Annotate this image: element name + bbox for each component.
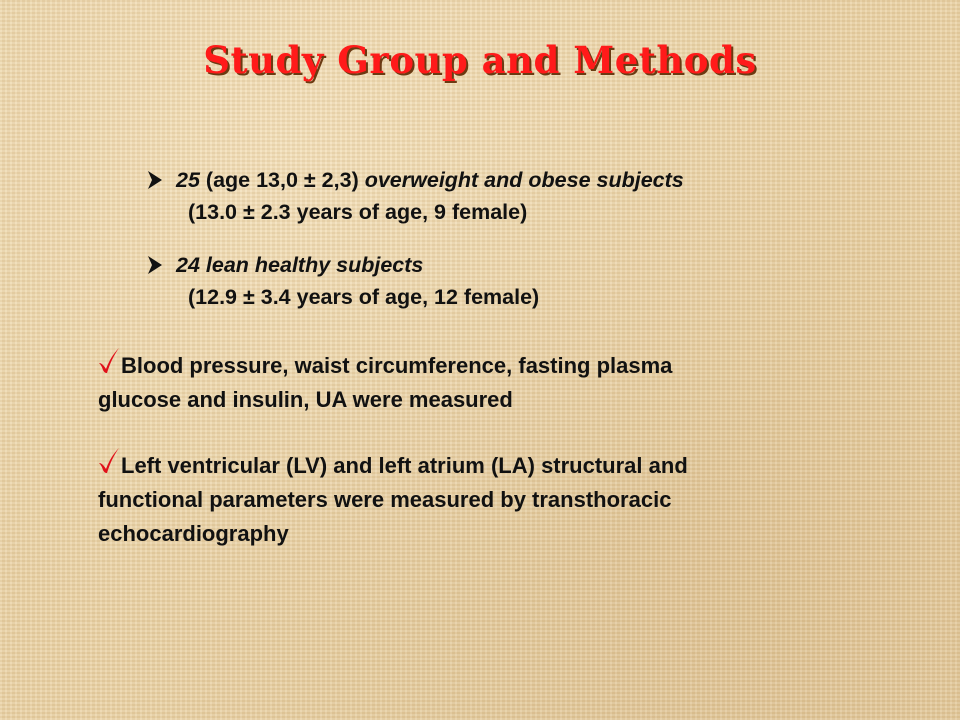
group-description: overweight and obese subjects: [364, 168, 684, 192]
page-title: Study Group and Methods: [203, 38, 757, 82]
group-count: 24: [176, 253, 200, 277]
group-detail: (13.0 ± 2.3 years of age, 9 female): [188, 200, 528, 224]
group-detail: (12.9 ± 3.4 years of age, 12 female): [188, 285, 540, 309]
subject-group-overweight: [148, 164, 684, 228]
method-text-line: Blood pressure, waist circumference, fasting plasma: [121, 353, 673, 378]
checkmark-icon: [98, 448, 120, 474]
method-text-line: functional parameters were measured by transthoracic: [98, 487, 672, 512]
method-text-line: echocardiography: [98, 521, 289, 546]
arrow-bullet-icon: [148, 256, 162, 274]
checkmark-icon: [98, 348, 120, 374]
arrow-bullet-icon: [148, 171, 162, 189]
method-text-line: Left ventricular (LV) and left atrium (LA) structural and: [121, 453, 688, 478]
method-text-line: glucose and insulin, UA were measured: [98, 387, 513, 412]
group-age: (age 13,0 ± 2,3): [205, 168, 359, 192]
method-item-echocardiography: [98, 448, 918, 551]
group-count: 25: [176, 168, 200, 192]
subject-group-lean: [148, 249, 539, 313]
group-description: lean healthy subjects: [205, 253, 424, 277]
method-item-clinical: [98, 348, 918, 417]
